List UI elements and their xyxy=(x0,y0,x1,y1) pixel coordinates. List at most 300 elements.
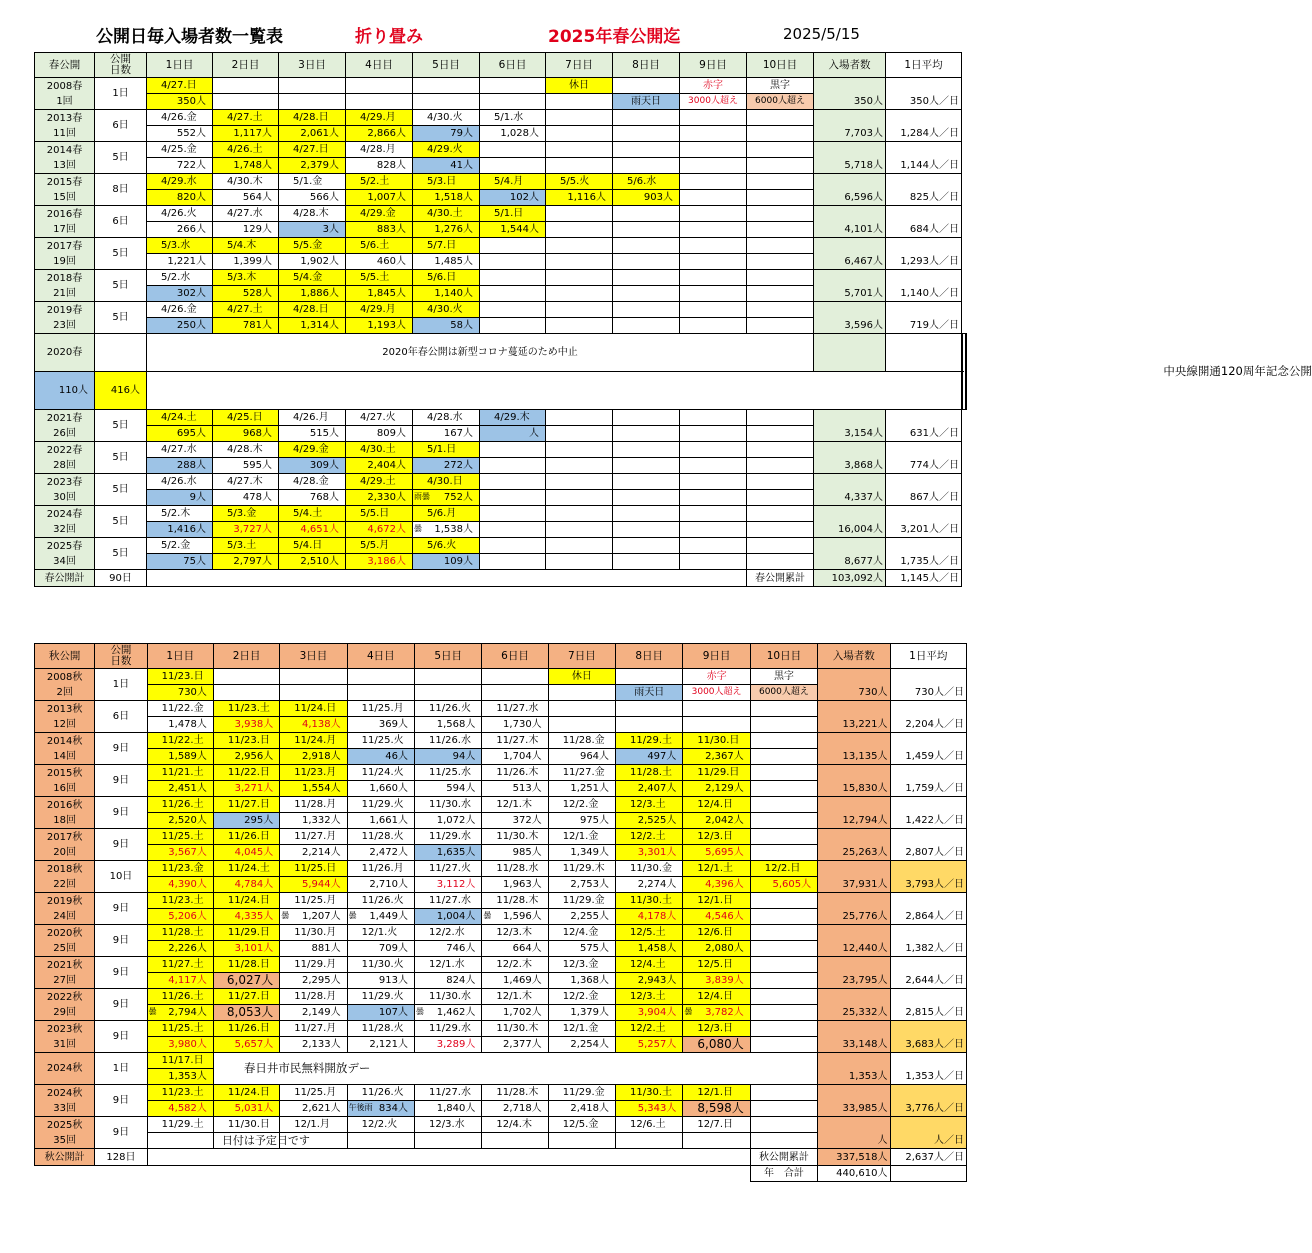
cum-total: 337,518人 xyxy=(818,1149,890,1166)
date-text: 12/4.日 xyxy=(697,991,734,1002)
count-cell xyxy=(147,1133,213,1149)
count-text: 41人 xyxy=(450,160,473,171)
days-cell: 9日 xyxy=(95,797,147,829)
empty-cell xyxy=(747,158,814,174)
count-text: 1,221人 xyxy=(167,256,206,267)
avg-cell: 1,735人／日 xyxy=(886,538,962,570)
date-cell xyxy=(213,206,279,222)
count-text: 1,478人 xyxy=(168,719,207,730)
count-text: 2,330人 xyxy=(367,492,406,503)
count-cell xyxy=(347,781,414,797)
table-row xyxy=(35,925,967,941)
date-cell xyxy=(213,701,279,717)
date-cell xyxy=(616,925,683,941)
count-cell xyxy=(147,1037,213,1053)
count-text: 79人 xyxy=(450,128,473,139)
date-cell xyxy=(347,765,414,781)
table-row xyxy=(35,989,967,1005)
date-cell xyxy=(213,110,279,126)
date-text: 12/1.木 xyxy=(496,799,532,810)
date-cell xyxy=(213,442,279,458)
total-cell: 13,135人 xyxy=(818,733,890,765)
spring-table xyxy=(34,52,1312,587)
count-cell xyxy=(95,372,147,410)
count-text: 2,710人 xyxy=(369,879,408,890)
date-cell xyxy=(414,925,481,941)
special-note: 中央線開通120周年記念公開 xyxy=(963,334,966,410)
date-cell xyxy=(548,829,615,845)
date-text: 11/28.日 xyxy=(227,959,270,970)
count-cell xyxy=(414,973,481,989)
count-cell xyxy=(347,1101,414,1117)
count-cell xyxy=(548,1101,615,1117)
days-cell: 6日 xyxy=(95,206,147,238)
days-cell: 9日 xyxy=(95,957,147,989)
date-cell xyxy=(147,1053,213,1069)
autumn-table xyxy=(34,643,967,1182)
date-cell xyxy=(616,829,683,845)
date-text: 4/26.火 xyxy=(161,208,197,219)
date-cell xyxy=(213,989,279,1005)
empty-cell xyxy=(747,190,814,206)
count-text: 302人 xyxy=(176,288,206,299)
date-cell xyxy=(147,733,213,749)
date-text: 11/30.土 xyxy=(630,895,673,906)
total-cell: 12,794人 xyxy=(818,797,890,829)
count-cell xyxy=(413,426,480,442)
count-cell xyxy=(213,845,279,861)
column-header: 1日平均 xyxy=(890,644,967,669)
empty-cell xyxy=(680,318,747,334)
count-cell xyxy=(280,749,347,765)
empty-cell xyxy=(482,685,548,701)
count-text: 3,727人 xyxy=(233,524,272,535)
date-cell xyxy=(213,538,279,554)
count-cell xyxy=(413,318,480,334)
date-cell xyxy=(280,957,347,973)
column-header: 5日目 xyxy=(414,644,481,669)
empty-cell xyxy=(616,717,683,733)
count-cell xyxy=(147,717,213,733)
empty-cell xyxy=(750,925,817,941)
avg-cell: 825人／日 xyxy=(886,174,962,206)
count-text: 809人 xyxy=(376,428,406,439)
days-cell: 8日 xyxy=(95,174,147,206)
empty-cell xyxy=(747,174,814,190)
count-cell xyxy=(213,458,279,474)
date-cell xyxy=(482,829,548,845)
column-header: 4日目 xyxy=(346,53,413,78)
empty-cell xyxy=(546,270,613,286)
count-cell xyxy=(413,490,480,506)
date-cell xyxy=(414,733,481,749)
date-cell xyxy=(548,925,615,941)
date-cell xyxy=(414,989,481,1005)
count-text: 1,072人 xyxy=(436,815,476,826)
date-cell xyxy=(346,270,413,286)
count-cell xyxy=(482,1037,548,1053)
empty-cell xyxy=(546,442,613,458)
count-cell xyxy=(147,1069,213,1085)
date-text: 5/6.月 xyxy=(427,508,457,519)
count-text: 746人 xyxy=(446,943,476,954)
count-text: 2,121人 xyxy=(369,1039,408,1050)
count-text: 272人 xyxy=(443,460,473,471)
count-text: 2,525人 xyxy=(637,815,677,826)
date-text: 4/30.土 xyxy=(360,444,396,455)
count-cell xyxy=(147,126,213,142)
date-cell xyxy=(147,669,213,685)
date-cell xyxy=(147,474,213,490)
count-text: 416人 xyxy=(110,385,140,396)
date-cell xyxy=(616,797,683,813)
date-cell xyxy=(347,1021,414,1037)
date-cell xyxy=(347,1085,414,1101)
date-text: 12/2.金 xyxy=(562,799,599,810)
count-text: 552人 xyxy=(176,128,206,139)
column-header: 3日目 xyxy=(279,53,346,78)
count-text: 2,407人 xyxy=(637,783,677,794)
date-text: 11/27.木 xyxy=(496,735,539,746)
date-cell xyxy=(347,829,414,845)
days-cell: 5日 xyxy=(95,506,147,538)
count-text: 1,207人 xyxy=(301,911,341,922)
date-text: 11/28.木 xyxy=(496,1087,539,1098)
total-cell: 4,337人 xyxy=(814,474,886,506)
avg-cell: 2,204人／日 xyxy=(890,701,967,733)
count-text: 2,520人 xyxy=(168,815,207,826)
count-text: 5,657人 xyxy=(234,1039,274,1050)
date-text: 11/28.木 xyxy=(496,895,539,906)
count-cell xyxy=(213,286,279,302)
date-text: 11/27.日 xyxy=(227,991,270,1002)
empty-cell xyxy=(680,190,747,206)
total-cell: 12,440人 xyxy=(818,925,890,957)
date-cell xyxy=(414,957,481,973)
column-header: 公開 日数 xyxy=(95,53,147,78)
count-cell xyxy=(482,813,548,829)
count-text: 2,866人 xyxy=(367,128,406,139)
legend-black-sub: 6000人超え xyxy=(750,685,817,701)
empty-cell xyxy=(747,426,814,442)
count-text: 1,902人 xyxy=(300,256,339,267)
count-cell xyxy=(346,318,413,334)
date-text: 5/5.金 xyxy=(293,240,323,251)
count-cell xyxy=(414,877,481,893)
row-label: 2022春 28回 xyxy=(35,442,95,474)
date-text: 11/30.金 xyxy=(630,863,673,874)
count-cell xyxy=(213,158,279,174)
count-cell xyxy=(279,222,346,238)
count-text: 594人 xyxy=(446,783,476,794)
column-header: 公開 日数 xyxy=(95,644,147,669)
count-cell xyxy=(279,190,346,206)
count-cell xyxy=(346,458,413,474)
count-text: 1,140人 xyxy=(434,288,473,299)
empty-cell xyxy=(613,426,680,442)
column-header: 3日目 xyxy=(280,644,347,669)
date-text: 11/23.土 xyxy=(161,895,204,906)
count-cell xyxy=(546,190,613,206)
table-row xyxy=(35,238,967,254)
date-text: 12/3.日 xyxy=(697,1023,734,1034)
days-cell: 5日 xyxy=(95,410,147,442)
count-cell xyxy=(616,749,683,765)
empty-cell xyxy=(613,206,680,222)
date-text: 4/29.土 xyxy=(360,476,396,487)
date-cell xyxy=(279,410,346,426)
table-row xyxy=(35,957,967,973)
date-text: 4/26.金 xyxy=(161,112,197,123)
empty-cell xyxy=(750,733,817,749)
count-text: 913人 xyxy=(378,975,408,986)
date-cell xyxy=(147,925,213,941)
date-text: 11/30.土 xyxy=(630,1087,673,1098)
count-cell xyxy=(347,717,414,733)
date-text: 5/6.日 xyxy=(427,272,457,283)
count-cell xyxy=(280,973,347,989)
date-text: 12/2.日 xyxy=(764,863,801,874)
date-cell xyxy=(616,957,683,973)
date-text: 4/30.土 xyxy=(427,208,463,219)
empty-cell xyxy=(546,238,613,254)
empty-cell xyxy=(613,238,680,254)
date-text: 11/26.土 xyxy=(161,991,204,1002)
date-cell xyxy=(213,270,279,286)
avg-cell: 631人／日 xyxy=(886,410,962,442)
empty-cell xyxy=(747,270,814,286)
date-cell xyxy=(213,238,279,254)
count-cell xyxy=(213,877,279,893)
date-text: 12/5.土 xyxy=(630,927,666,938)
count-cell xyxy=(147,458,213,474)
date-text: 11/23.日 xyxy=(227,735,270,746)
count-cell xyxy=(147,318,213,334)
count-cell xyxy=(683,1005,750,1021)
count-cell xyxy=(482,1133,548,1149)
count-text: 985人 xyxy=(512,847,542,858)
count-text: 295人 xyxy=(244,815,274,826)
date-text: 11/24.日 xyxy=(227,895,270,906)
count-cell xyxy=(213,1133,310,1149)
count-cell xyxy=(347,845,414,861)
count-cell xyxy=(280,877,347,893)
count-cell xyxy=(414,717,481,733)
table-row xyxy=(35,302,967,318)
count-text: 968人 xyxy=(242,428,272,439)
sum-label: 春公開計 xyxy=(35,570,95,587)
count-text: 595人 xyxy=(242,460,272,471)
empty-cell xyxy=(613,490,680,506)
count-cell xyxy=(616,909,683,925)
count-text: 528人 xyxy=(242,288,272,299)
date-text: 5/6.土 xyxy=(360,240,390,251)
count-cell xyxy=(413,458,480,474)
empty-cell xyxy=(480,94,546,110)
date-cell xyxy=(279,174,346,190)
total-cell: 16,004人 xyxy=(814,506,886,538)
table-row xyxy=(35,1021,967,1037)
empty-cell xyxy=(480,538,546,554)
date-cell xyxy=(414,1085,481,1101)
date-text: 5/3.水 xyxy=(161,240,191,251)
date-text: 11/26.日 xyxy=(227,831,270,842)
count-text: 4,390人 xyxy=(168,879,207,890)
date-text: 11/22.金 xyxy=(161,703,204,714)
empty-cell xyxy=(680,490,747,506)
count-text: 110人 xyxy=(58,385,88,396)
count-cell xyxy=(414,813,481,829)
empty-cell xyxy=(480,286,546,302)
empty-cell xyxy=(546,554,613,570)
empty-cell xyxy=(750,797,817,813)
date-text: 11/23.土 xyxy=(227,703,270,714)
count-text: 5,605人 xyxy=(772,879,812,890)
date-text: 11/27.土 xyxy=(161,959,204,970)
days-cell: 1日 xyxy=(95,669,147,701)
table-row xyxy=(35,1053,967,1069)
date-cell xyxy=(683,1085,750,1101)
avg-cell: 1,382人／日 xyxy=(890,925,967,957)
table-row xyxy=(35,206,967,222)
empty-cell xyxy=(546,426,613,442)
empty-cell xyxy=(613,442,680,458)
count-text: 2,377人 xyxy=(503,1039,542,1050)
count-cell xyxy=(414,749,481,765)
empty-cell xyxy=(680,286,747,302)
count-cell xyxy=(413,286,480,302)
table-row-counts xyxy=(35,372,967,410)
count-cell xyxy=(147,813,213,829)
date-cell xyxy=(279,110,346,126)
avg-cell: 1,759人／日 xyxy=(890,765,967,797)
count-text: 575人 xyxy=(579,943,610,954)
date-text: 4/29.水 xyxy=(161,176,197,187)
empty-cell xyxy=(347,669,414,685)
count-cell xyxy=(683,1037,750,1053)
total-cell xyxy=(814,334,886,372)
count-text: 1,353人 xyxy=(168,1071,207,1082)
date-text: 11/28.火 xyxy=(361,831,404,842)
count-text: 4,651人 xyxy=(300,524,339,535)
column-header: 6日目 xyxy=(480,53,546,78)
count-cell xyxy=(616,1005,683,1021)
sum-days: 128日 xyxy=(95,1149,147,1166)
count-cell xyxy=(213,254,279,270)
count-cell xyxy=(683,781,750,797)
date-text: 11/24.土 xyxy=(227,863,270,874)
empty-cell xyxy=(613,506,680,522)
date-text: 4/30.火 xyxy=(427,304,463,315)
count-cell xyxy=(279,522,346,538)
date-cell xyxy=(147,238,213,254)
date-text: 5/4.木 xyxy=(227,240,257,251)
empty-cell xyxy=(213,94,279,110)
empty-cell xyxy=(747,318,814,334)
count-text: 2,214人 xyxy=(301,847,341,858)
date-cell xyxy=(548,1085,615,1101)
empty-cell xyxy=(680,206,747,222)
row-label: 2024秋 xyxy=(35,1053,95,1085)
count-text: 46人 xyxy=(385,751,408,762)
date-text: 11/29.水 xyxy=(428,1023,471,1034)
days-cell: 9日 xyxy=(95,925,147,957)
period-label: 2025年春公開迄 xyxy=(548,27,681,47)
days-cell: 5日 xyxy=(95,238,147,270)
count-text: 6,027人 xyxy=(226,973,274,987)
empty-cell xyxy=(747,490,814,506)
legend-red-sub: 3000人超え xyxy=(680,94,747,110)
days-cell: 1日 xyxy=(95,78,147,110)
date-cell xyxy=(482,925,548,941)
total-cell: 3,596人 xyxy=(814,302,886,334)
count-cell xyxy=(683,845,750,861)
date-cell xyxy=(548,861,615,877)
empty-cell xyxy=(613,410,680,426)
date-cell xyxy=(683,829,750,845)
count-text: 460人 xyxy=(376,256,406,267)
count-cell xyxy=(480,222,546,238)
total-cell: 37,931人 xyxy=(818,861,890,893)
date-cell xyxy=(280,1085,347,1101)
date-text: 11/23.日 xyxy=(161,671,204,682)
row-label: 2019春 23回 xyxy=(35,302,95,334)
count-text: 2,129人 xyxy=(705,783,744,794)
total-cell: 7,703人 xyxy=(814,110,886,142)
empty-cell xyxy=(546,522,613,538)
count-text: 1,251人 xyxy=(570,783,610,794)
count-text: 513人 xyxy=(512,783,542,794)
weather-mark: 雨曇 xyxy=(414,492,430,501)
table-row xyxy=(35,410,967,426)
avg-cell: 1,459人／日 xyxy=(890,733,967,765)
count-text: 1,589人 xyxy=(168,751,207,762)
date-text: 11/26.土 xyxy=(161,799,204,810)
count-cell xyxy=(147,749,213,765)
count-text: 3,112人 xyxy=(436,879,476,890)
count-text: 3,271人 xyxy=(234,783,274,794)
table-row xyxy=(35,701,967,717)
table-row xyxy=(35,861,967,877)
avg-cell: 2,644人／日 xyxy=(890,957,967,989)
date-cell xyxy=(213,174,279,190)
count-cell xyxy=(480,126,546,142)
date-text: 12/3.水 xyxy=(428,1119,465,1130)
date-cell xyxy=(414,701,481,717)
total-cell: 人 xyxy=(818,1117,890,1149)
date-text: 4/27.火 xyxy=(360,412,396,423)
count-text: 2,918人 xyxy=(301,751,341,762)
date-text: 5/5.月 xyxy=(360,540,390,551)
count-text: 人 xyxy=(529,428,539,439)
days-cell: 5日 xyxy=(95,270,147,302)
total-cell: 23,795人 xyxy=(818,957,890,989)
count-cell xyxy=(347,941,414,957)
date-cell xyxy=(280,829,347,845)
count-cell xyxy=(548,909,615,925)
total-cell: 6,596人 xyxy=(814,174,886,206)
date-text: 5/5.日 xyxy=(360,508,390,519)
empty-cell xyxy=(482,669,548,685)
empty-cell xyxy=(414,685,481,701)
date-cell xyxy=(414,861,481,877)
row-label: 2022秋 29回 xyxy=(35,989,95,1021)
cancel-note: 2020年春公開は新型コロナ蔓延のため中止 xyxy=(147,334,814,372)
date-cell xyxy=(480,206,546,222)
weather-mark: 曇 xyxy=(281,911,290,920)
date-cell xyxy=(347,957,414,973)
empty-cell xyxy=(747,442,814,458)
